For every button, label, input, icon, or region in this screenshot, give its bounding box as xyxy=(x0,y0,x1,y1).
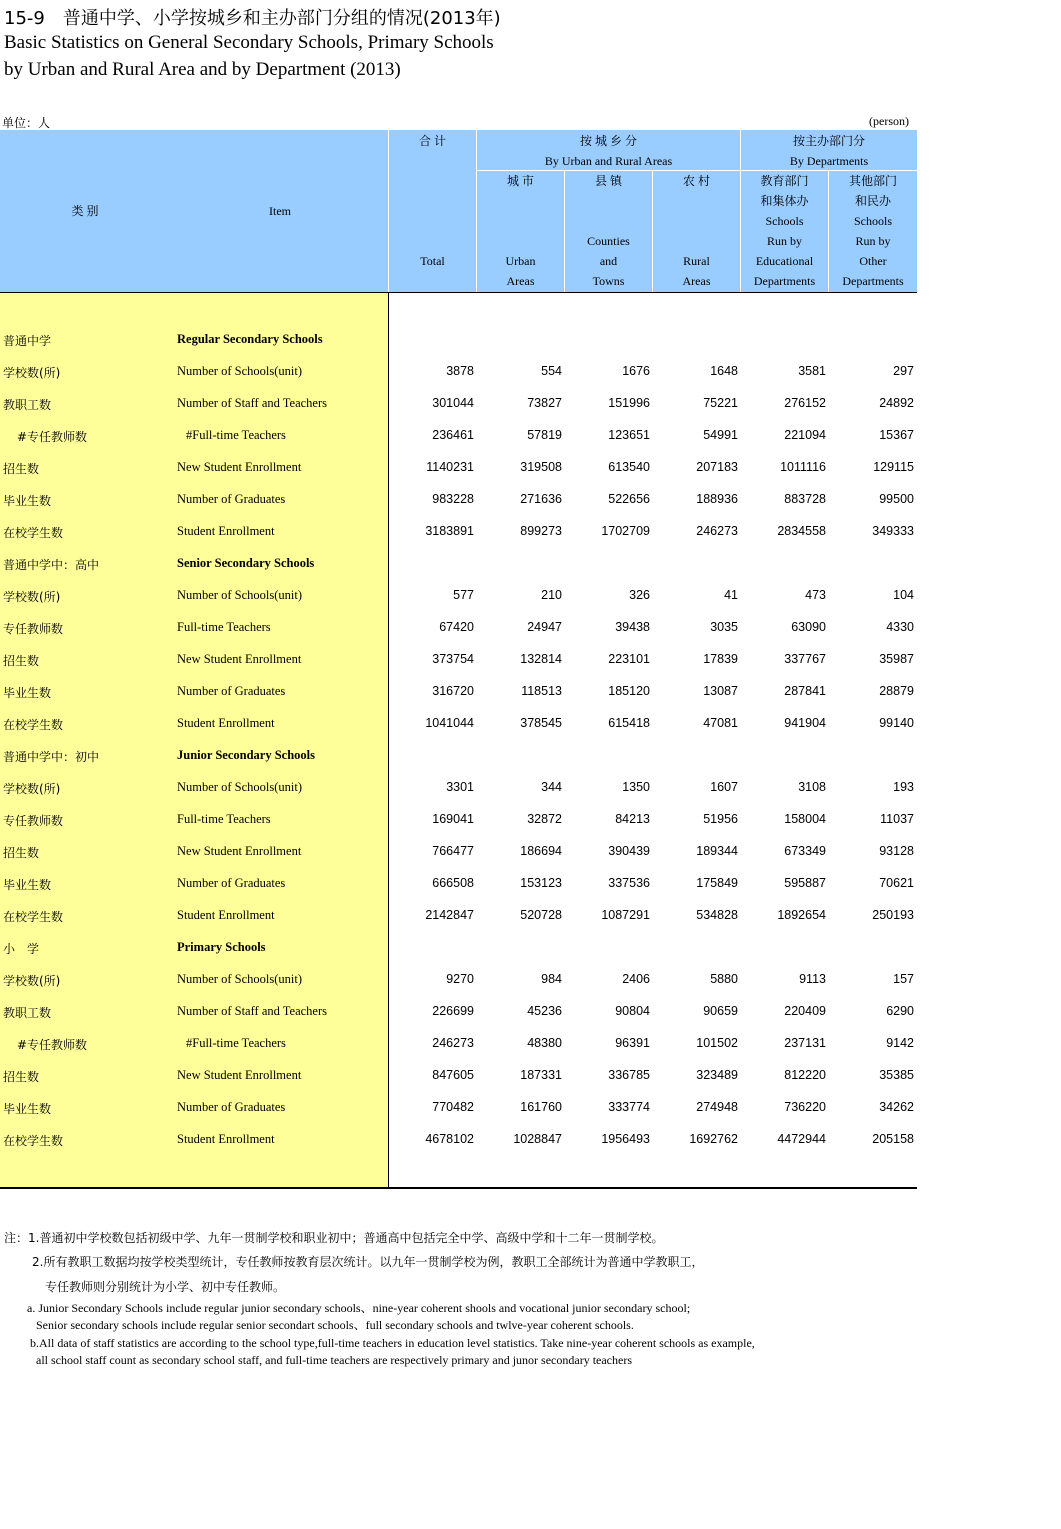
table-row xyxy=(0,1060,917,1092)
value-cell: 344 xyxy=(541,780,562,794)
value-cell: 210 xyxy=(541,588,562,602)
value-cell: 1648 xyxy=(710,364,738,378)
row-label-en: Student Enrollment xyxy=(177,524,275,538)
table-title-en-line2: by Urban and Rural Area and by Department (2013) xyxy=(4,59,401,80)
value-cell: 3878 xyxy=(446,364,474,378)
table-row xyxy=(0,484,917,516)
header-county-en2: and xyxy=(599,254,618,268)
value-cell: 13087 xyxy=(703,684,738,698)
value-cell: 54991 xyxy=(703,428,738,442)
value-cell: 297 xyxy=(893,364,914,378)
value-cell: 15367 xyxy=(879,428,914,442)
value-cell: 9142 xyxy=(886,1036,914,1050)
header-category-cn: 类 别 xyxy=(71,204,99,218)
header-edu-cn2: 和集体办 xyxy=(760,194,809,208)
table-bottom-rule xyxy=(0,1187,917,1189)
value-cell: 1702709 xyxy=(601,524,650,538)
value-cell: 34262 xyxy=(879,1100,914,1114)
row-label-en: Number of Graduates xyxy=(177,1100,286,1114)
value-cell: 1140231 xyxy=(426,460,474,474)
value-cell: 615418 xyxy=(608,716,650,730)
value-cell: 274948 xyxy=(696,1100,738,1114)
note-cn-1: 注：1.普通初中学校数包括初级中学、九年一贯制学校和职业初中；普通高中包括完全中学、高级中学和十二年一贯制学校。 xyxy=(4,1231,664,1245)
row-label-en: New Student Enrollment xyxy=(177,652,302,666)
row-label-en: Number of Schools(unit) xyxy=(177,972,302,986)
header-other-en4: Departments xyxy=(842,274,904,288)
value-cell: 47081 xyxy=(703,716,738,730)
value-cell: 129115 xyxy=(873,460,914,474)
header-edu-en1: Schools xyxy=(765,214,804,228)
table-title-en-line1: Basic Statistics on General Secondary Schools, Primary Schools xyxy=(4,32,494,53)
value-cell: 4472944 xyxy=(777,1132,826,1146)
row-label-en: #Full-time Teachers xyxy=(186,428,286,442)
value-cell: 24892 xyxy=(879,396,914,410)
note-en-a1: a. Junior Secondary Schools include regular junior secondary schools、nine-year coherent shools and vocational junior secondary school; xyxy=(27,1301,691,1315)
value-cell: 118513 xyxy=(521,684,562,698)
row-label-cn: 毕业生数 xyxy=(3,686,52,700)
value-cell: 984 xyxy=(541,972,562,986)
table-title-cn: 15-9 普通中学、小学按城乡和主办部门分组的情况(2013年) xyxy=(4,8,501,29)
row-label-cn: 招生数 xyxy=(3,1070,40,1084)
header-area-group-cn: 按 城 乡 分 xyxy=(579,134,637,148)
row-label-cn: 教职工数 xyxy=(3,1006,52,1020)
value-cell: 378545 xyxy=(520,716,562,730)
header-rural-en2: Areas xyxy=(682,274,711,288)
row-label-cn: 普通中学 xyxy=(3,334,52,348)
value-cell: 11037 xyxy=(880,812,914,826)
unit-label-cn: 单位：人 xyxy=(2,116,51,130)
note-en-a2: Senior secondary schools include regular senior secondart schools、full secondary schools and twlve-year coherent schools. xyxy=(36,1318,634,1332)
header-urban-cn: 城 市 xyxy=(506,174,534,188)
value-cell: 193 xyxy=(893,780,914,794)
value-cell: 153123 xyxy=(520,876,562,890)
table-row xyxy=(0,1124,917,1156)
value-cell: 2406 xyxy=(622,972,650,986)
value-cell: 207183 xyxy=(696,460,738,474)
table-header xyxy=(0,130,917,292)
value-cell: 17839 xyxy=(703,652,738,666)
value-cell: 276152 xyxy=(784,396,826,410)
value-cell: 63090 xyxy=(791,620,826,634)
value-cell: 28879 xyxy=(879,684,914,698)
row-label-en: Senior Secondary Schools xyxy=(177,556,315,570)
table-row xyxy=(0,996,917,1028)
value-cell: 390439 xyxy=(608,844,650,858)
header-edu-en4: Departments xyxy=(753,274,816,288)
table-row xyxy=(0,676,917,708)
value-cell: 151996 xyxy=(608,396,650,410)
value-cell: 3035 xyxy=(710,620,738,634)
table-row xyxy=(0,420,917,452)
row-label-en: New Student Enrollment xyxy=(177,1068,302,1082)
row-label-en: Number of Graduates xyxy=(177,876,286,890)
value-cell: 666508 xyxy=(432,876,474,890)
table-row xyxy=(0,1028,917,1060)
value-cell: 67420 xyxy=(439,620,474,634)
value-cell: 4678102 xyxy=(425,1132,474,1146)
row-label-cn: 招生数 xyxy=(3,846,40,860)
row-label-cn: 专任教师数 xyxy=(3,814,64,828)
row-label-cn: 毕业生数 xyxy=(3,878,52,892)
header-edu-en2: Run by xyxy=(766,234,802,248)
value-cell: 766477 xyxy=(432,844,474,858)
row-label-cn: 在校学生数 xyxy=(3,526,64,540)
header-other-cn2: 和民办 xyxy=(854,194,891,208)
table-row xyxy=(0,964,917,996)
value-cell: 45236 xyxy=(527,1004,562,1018)
value-cell: 1087291 xyxy=(601,908,650,922)
value-cell: 236461 xyxy=(432,428,474,442)
table-row xyxy=(0,580,917,612)
value-cell: 316720 xyxy=(432,684,474,698)
value-cell: 41 xyxy=(724,588,738,602)
row-label-cn: #专任教师数 xyxy=(17,430,88,444)
value-cell: 337767 xyxy=(784,652,826,666)
row-label-en: Student Enrollment xyxy=(177,908,275,922)
value-cell: 157 xyxy=(893,972,914,986)
header-county-en1: Counties xyxy=(587,234,630,248)
value-cell: 577 xyxy=(453,588,474,602)
value-cell: 673349 xyxy=(784,844,826,858)
value-cell: 287841 xyxy=(784,684,826,698)
header-total-cn: 合 计 xyxy=(418,134,446,148)
value-cell: 941904 xyxy=(784,716,826,730)
table-row xyxy=(0,772,917,804)
value-cell: 883728 xyxy=(784,492,826,506)
header-item-en: Item xyxy=(269,204,291,218)
note-en-b1: b.All data of staff statistics are according to the school type,full-time teachers in education level statistics. Take nine-year coherent schools as example, xyxy=(30,1336,755,1350)
value-cell: 2834558 xyxy=(777,524,826,538)
value-cell: 301044 xyxy=(432,396,474,410)
section-row xyxy=(0,932,917,964)
row-label-cn: 学校数(所) xyxy=(3,590,61,604)
header-other-cn1: 其他部门 xyxy=(848,174,897,188)
row-label-cn: 学校数(所) xyxy=(3,366,61,380)
value-cell: 271636 xyxy=(520,492,562,506)
section-row xyxy=(0,548,917,580)
row-label-cn: 招生数 xyxy=(3,462,40,476)
value-cell: 899273 xyxy=(520,524,562,538)
value-cell: 1607 xyxy=(710,780,738,794)
value-cell: 1892654 xyxy=(777,908,826,922)
table-row xyxy=(0,900,917,932)
row-label-en: Number of Graduates xyxy=(177,492,286,506)
section-row xyxy=(0,740,917,772)
header-dept-group-en: By Departments xyxy=(789,154,869,168)
row-label-cn: 毕业生数 xyxy=(3,494,52,508)
value-cell: 221094 xyxy=(784,428,826,442)
row-label-cn: 普通中学中：高中 xyxy=(3,558,100,572)
unit-label-en: (person) xyxy=(869,114,909,128)
row-label-en: Full-time Teachers xyxy=(177,620,271,634)
row-label-cn: 小 学 xyxy=(3,942,40,956)
table-row xyxy=(0,1092,917,1124)
value-cell: 323489 xyxy=(696,1068,738,1082)
value-cell: 3108 xyxy=(798,780,826,794)
row-label-cn: 普通中学中：初中 xyxy=(3,750,100,764)
header-other-en1: Schools xyxy=(853,214,892,228)
value-cell: 73827 xyxy=(527,396,562,410)
value-cell: 250193 xyxy=(872,908,914,922)
table-row xyxy=(0,516,917,548)
table-row xyxy=(0,452,917,484)
value-cell: 161760 xyxy=(520,1100,562,1114)
value-cell: 534828 xyxy=(696,908,738,922)
header-dept-group-cn: 按主办部门分 xyxy=(792,134,865,148)
header-rural-cn: 农 村 xyxy=(682,174,710,188)
table-row xyxy=(0,644,917,676)
header-other-en2: Run by xyxy=(855,234,891,248)
value-cell: 123651 xyxy=(608,428,650,442)
value-cell: 983228 xyxy=(432,492,474,506)
value-cell: 99500 xyxy=(879,492,914,506)
value-cell: 51956 xyxy=(703,812,738,826)
value-cell: 185120 xyxy=(608,684,650,698)
header-urban-en1: Urban xyxy=(505,254,536,268)
value-cell: 349333 xyxy=(872,524,914,538)
header-county-en3: Towns xyxy=(592,274,625,288)
row-label-en: Number of Graduates xyxy=(177,684,286,698)
row-label-en: Junior Secondary Schools xyxy=(177,748,315,762)
header-urban-en2: Areas xyxy=(506,274,535,288)
value-cell: 522656 xyxy=(608,492,650,506)
header-rural-en1: Rural xyxy=(683,254,710,268)
note-cn-3: 专任教师则分别统计为小学、初中专任教师。 xyxy=(45,1280,286,1294)
header-bottom-rule xyxy=(0,292,917,293)
value-cell: 57819 xyxy=(527,428,562,442)
value-cell: 4330 xyxy=(886,620,914,634)
value-cell: 35385 xyxy=(879,1068,914,1082)
value-cell: 1676 xyxy=(622,364,650,378)
value-cell: 187331 xyxy=(520,1068,562,1082)
value-cell: 473 xyxy=(805,588,826,602)
value-cell: 3183891 xyxy=(425,524,474,538)
row-label-cn: 专任教师数 xyxy=(3,622,64,636)
value-cell: 223101 xyxy=(608,652,650,666)
value-cell: 613540 xyxy=(608,460,650,474)
row-label-cn: 招生数 xyxy=(3,654,40,668)
header-other-en3: Other xyxy=(859,254,887,268)
value-cell: 189344 xyxy=(696,844,738,858)
row-label-cn: 在校学生数 xyxy=(3,718,64,732)
value-cell: 70621 xyxy=(879,876,914,890)
row-label-en: Number of Schools(unit) xyxy=(177,780,302,794)
row-label-cn: 毕业生数 xyxy=(3,1102,52,1116)
row-label-en: Regular Secondary Schools xyxy=(177,332,323,346)
value-cell: 101502 xyxy=(696,1036,738,1050)
value-cell: 373754 xyxy=(432,652,474,666)
row-label-en: Student Enrollment xyxy=(177,716,275,730)
value-cell: 1011116 xyxy=(780,460,826,474)
value-cell: 1028847 xyxy=(513,1132,562,1146)
row-label-en: Student Enrollment xyxy=(177,1132,275,1146)
value-cell: 319508 xyxy=(520,460,562,474)
value-cell: 554 xyxy=(541,364,562,378)
value-cell: 132814 xyxy=(520,652,562,666)
note-en-b2: all school staff count as secondary school staff, and full-time teachers are respectively primary and junor secondary teachers xyxy=(36,1353,632,1367)
section-row xyxy=(0,324,917,356)
row-label-en: #Full-time Teachers xyxy=(186,1036,286,1050)
table-row xyxy=(0,868,917,900)
value-cell: 1692762 xyxy=(689,1132,738,1146)
value-cell: 337536 xyxy=(608,876,650,890)
value-cell: 90804 xyxy=(615,1004,650,1018)
value-cell: 5880 xyxy=(710,972,738,986)
value-cell: 1956493 xyxy=(601,1132,650,1146)
value-cell: 237131 xyxy=(784,1036,826,1050)
value-cell: 169041 xyxy=(432,812,474,826)
value-cell: 246273 xyxy=(696,524,738,538)
header-edu-cn1: 教育部门 xyxy=(760,174,809,188)
note-cn-2: 2.所有教职工数据均按学校类型统计，专任教师按教育层次统计。以九年一贯制学校为例，教职工全部统计为普通中学教职工， xyxy=(32,1255,704,1269)
row-label-en: Number of Schools(unit) xyxy=(177,588,302,602)
value-cell: 326 xyxy=(629,588,650,602)
row-label-cn: #专任教师数 xyxy=(17,1038,88,1052)
table-row xyxy=(0,836,917,868)
row-label-en: Full-time Teachers xyxy=(177,812,271,826)
value-cell: 186694 xyxy=(520,844,562,858)
value-cell: 35987 xyxy=(879,652,914,666)
value-cell: 3301 xyxy=(446,780,474,794)
row-label-en: Number of Staff and Teachers xyxy=(177,1004,327,1018)
value-cell: 520728 xyxy=(520,908,562,922)
value-cell: 246273 xyxy=(432,1036,474,1050)
value-cell: 220409 xyxy=(784,1004,826,1018)
value-cell: 847605 xyxy=(432,1068,474,1082)
row-label-cn: 学校数(所) xyxy=(3,974,61,988)
value-cell: 205158 xyxy=(872,1132,914,1146)
value-cell: 32872 xyxy=(527,812,562,826)
value-cell: 9113 xyxy=(799,972,826,986)
table-row xyxy=(0,708,917,740)
value-cell: 9270 xyxy=(446,972,474,986)
header-total-en: Total xyxy=(420,254,445,268)
value-cell: 48380 xyxy=(527,1036,562,1050)
value-cell: 39438 xyxy=(615,620,650,634)
value-cell: 1350 xyxy=(622,780,650,794)
value-cell: 736220 xyxy=(784,1100,826,1114)
value-cell: 6290 xyxy=(886,1004,914,1018)
table-row xyxy=(0,804,917,836)
row-label-cn: 教职工数 xyxy=(3,398,52,412)
value-cell: 226699 xyxy=(432,1004,474,1018)
value-cell: 188936 xyxy=(696,492,738,506)
header-edu-en3: Educational xyxy=(755,254,814,268)
value-cell: 595887 xyxy=(784,876,826,890)
value-cell: 2142847 xyxy=(425,908,474,922)
row-label-cn: 学校数(所) xyxy=(3,782,61,796)
header-area-group-en: By Urban and Rural Areas xyxy=(544,154,673,168)
value-cell: 90659 xyxy=(703,1004,738,1018)
table-row xyxy=(0,356,917,388)
value-cell: 96391 xyxy=(615,1036,650,1050)
value-cell: 84213 xyxy=(615,812,650,826)
row-label-en: New Student Enrollment xyxy=(177,844,302,858)
table-row xyxy=(0,388,917,420)
row-label-en: Primary Schools xyxy=(177,940,266,954)
row-label-en: Number of Schools(unit) xyxy=(177,364,302,378)
value-cell: 175849 xyxy=(696,876,738,890)
value-cell: 336785 xyxy=(608,1068,650,1082)
value-cell: 75221 xyxy=(703,396,738,410)
value-cell: 770482 xyxy=(432,1100,474,1114)
value-cell: 158004 xyxy=(784,812,826,826)
row-label-cn: 在校学生数 xyxy=(3,1134,64,1148)
value-cell: 99140 xyxy=(879,716,914,730)
value-cell: 1041044 xyxy=(425,716,474,730)
value-cell: 333774 xyxy=(608,1100,650,1114)
value-cell: 3581 xyxy=(798,364,826,378)
value-cell: 24947 xyxy=(527,620,562,634)
value-cell: 104 xyxy=(893,588,914,602)
row-label-cn: 在校学生数 xyxy=(3,910,64,924)
value-cell: 812220 xyxy=(784,1068,826,1082)
header-county-cn: 县 镇 xyxy=(594,174,622,188)
value-cell: 93128 xyxy=(879,844,914,858)
row-label-en: Number of Staff and Teachers xyxy=(177,396,327,410)
table-row xyxy=(0,612,917,644)
row-label-en: New Student Enrollment xyxy=(177,460,302,474)
